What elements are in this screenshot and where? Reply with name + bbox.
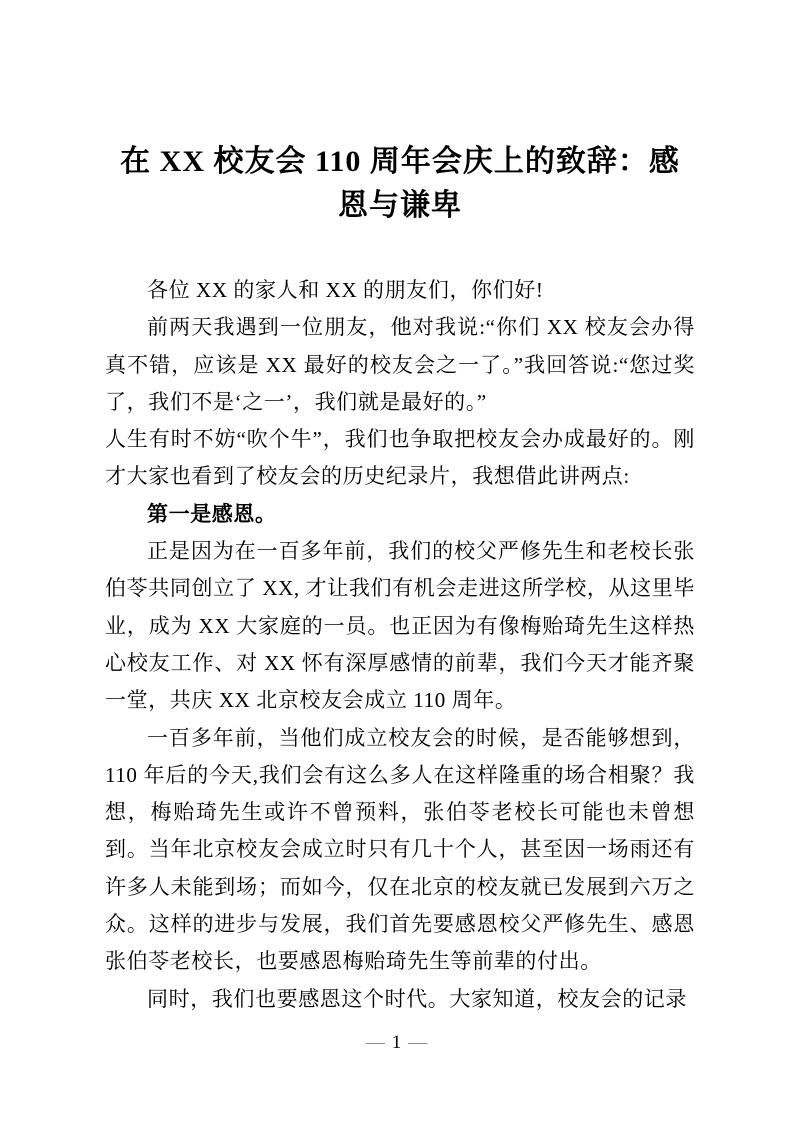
paragraph-era-gratitude: 同时，我们也要感恩这个时代。大家知道，校友会的记录 — [147, 986, 687, 1011]
footer-dash-left: — — [365, 1032, 385, 1053]
document-body — [105, 272, 695, 1018]
paragraph-history: 一百多年前，当他们成立校友会的时候，是否能够想到，110 年后的今天,我们会有这么多人在这样隆重的场合相聚？我想，梅贻琦先生或许不曾预料，张伯苓老校长可能也未曾想到。当年北京校友会成立时只有几十个人，甚至因一场雨还有许多人未能到场；而如今，仅在北京的校友就已发展到六万之众。这样的进步与发展，我们首先要感恩校父严修先生、感恩张伯苓老校长，也要感恩梅贻琦先生等前辈的付出。 — [105, 725, 695, 974]
section-heading-gratitude: 第一是感恩。 — [147, 501, 277, 526]
paragraph-friend-story: 前两天我遇到一位朋友，他对我说:“你们 XX 校友会办得真不错，应该是 XX 最好的校友会之一了。”我回答说:“您过奖了，我们不是‘之一’，我们就是最好的。” — [105, 315, 695, 414]
page-number: 1 — [391, 1032, 402, 1053]
paragraph-founders: 正是因为在一百多年前，我们的校父严修先生和老校长张伯苓共同创立了 XX, 才让我们有机会走进这所学校，从这里毕业，成为 XX 大家庭的一员。也正因为有像梅贻琦先生这样热心校友工作、对 XX 怀有深厚感情的前辈，我们今天才能齐聚一堂，共庆 XX 北京校友会成立 110 周年。 — [105, 539, 695, 713]
footer-dash-right: — — [408, 1032, 428, 1053]
page-footer — [0, 1030, 793, 1056]
document-title: 在 XX 校友会 110 周年会庆上的致辞：感恩与谦卑 — [120, 145, 680, 222]
paragraph-bragging: 人生有时不妨“吹个牛”，我们也争取把校友会办成最好的。刚才大家也看到了校友会的历史纪录片，我想借此讲两点: — [105, 427, 695, 489]
paragraph-greeting: 各位 XX 的家人和 XX 的朋友们，你们好! — [147, 278, 544, 302]
